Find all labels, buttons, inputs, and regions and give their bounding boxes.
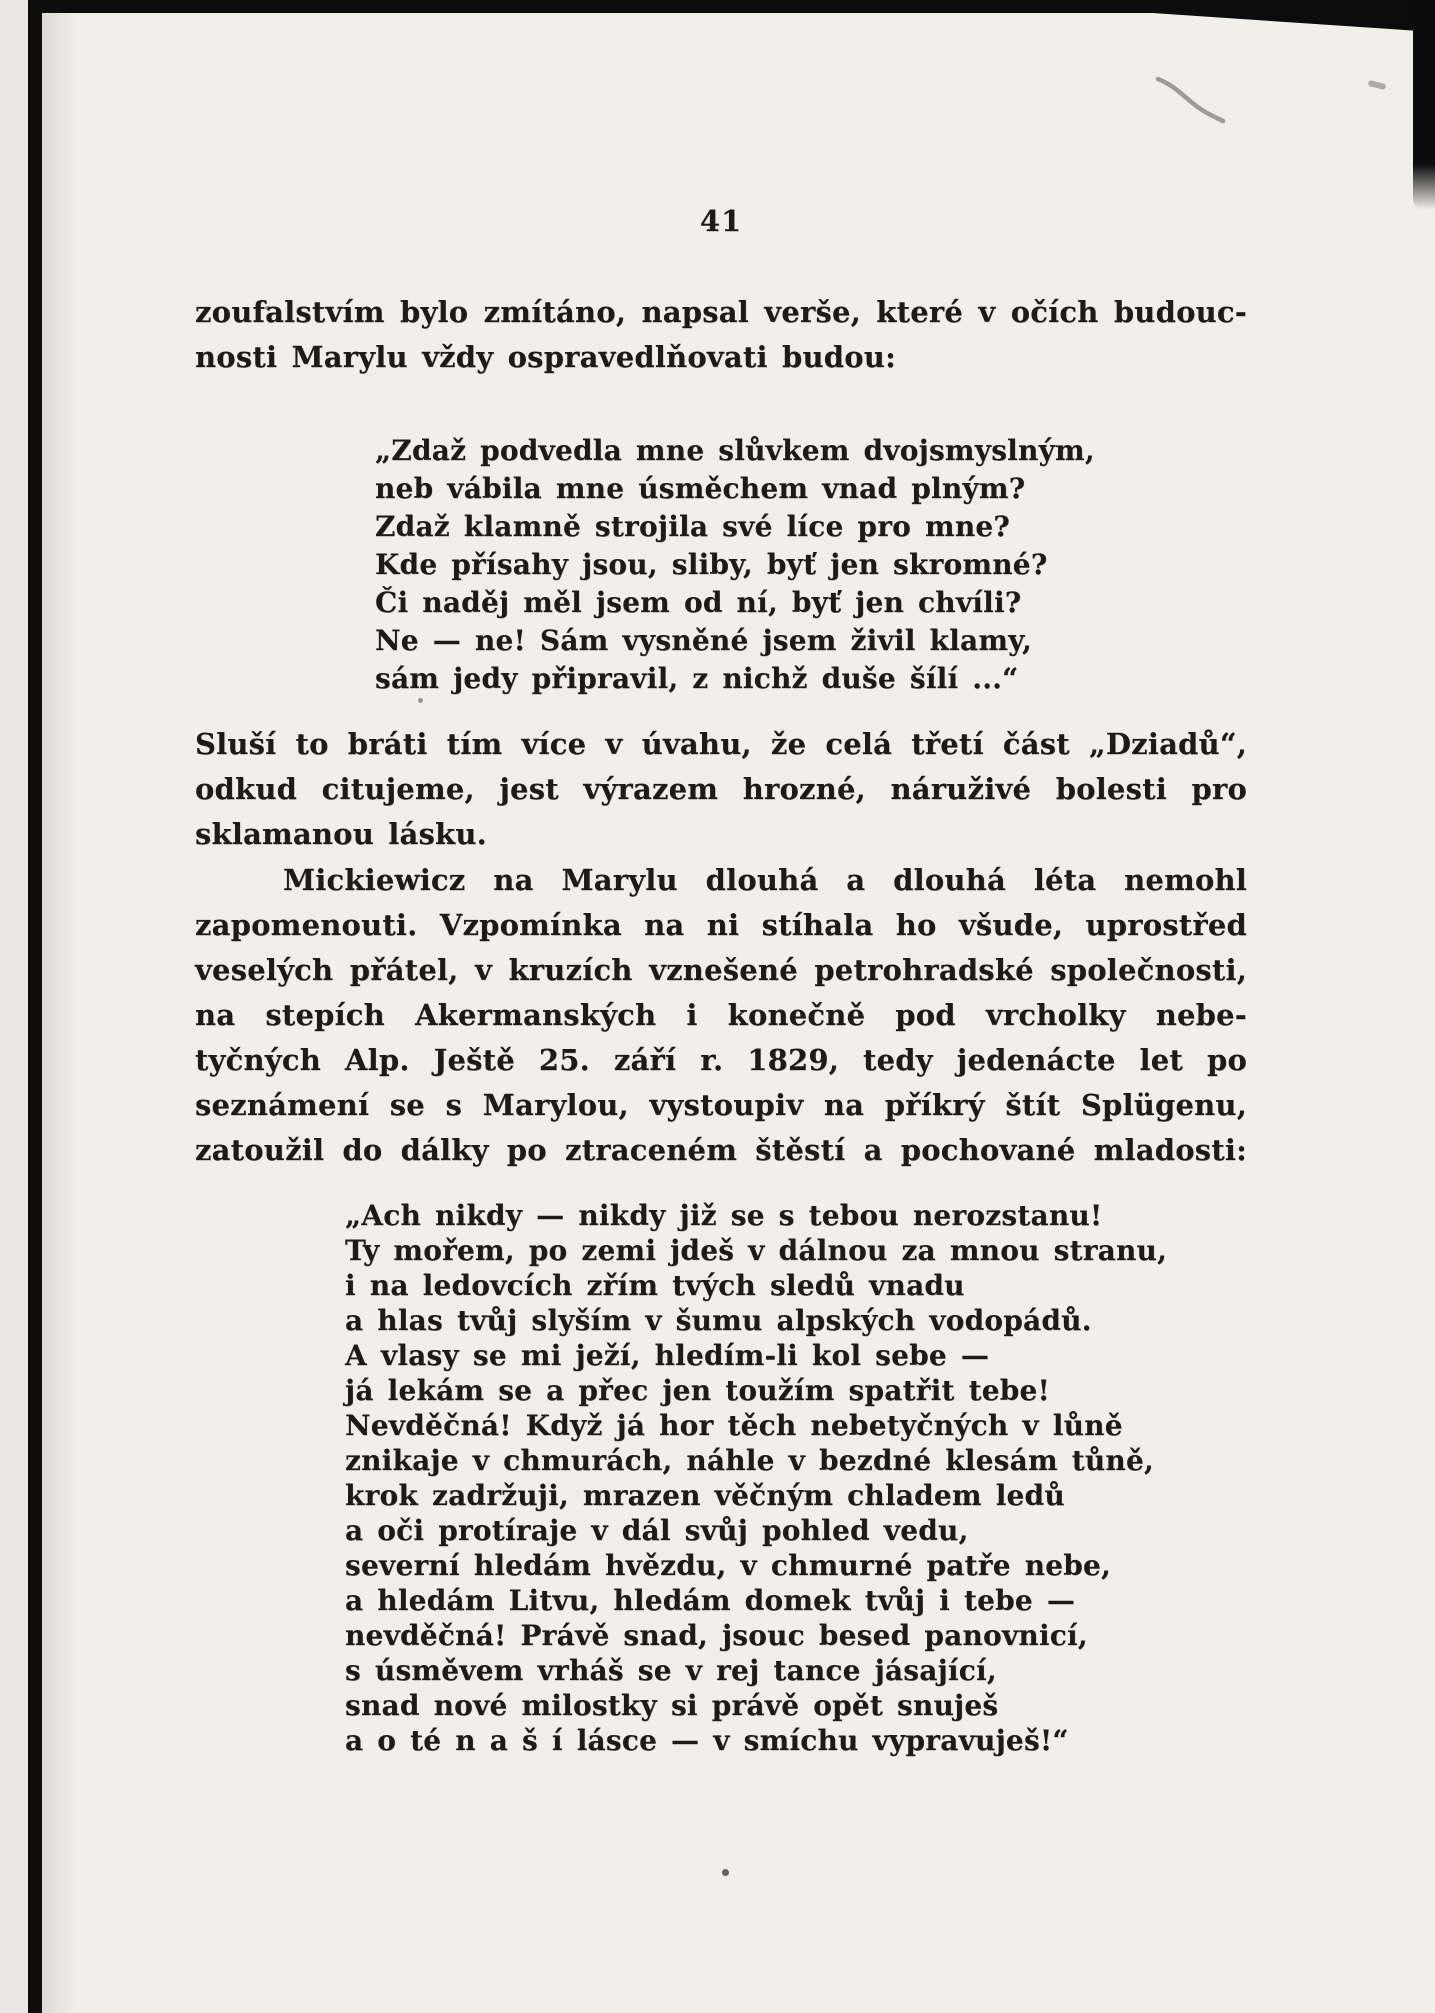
verse-line: Nevděčná! Když já hor těch nebetyčných v lůně — [345, 1409, 1123, 1442]
scan-edge-right — [1413, 0, 1435, 210]
verse-line: „Zdaž podvedla mne slůvkem dvojsmyslným, — [375, 434, 1095, 467]
verse-block-2 — [345, 1198, 1255, 1758]
verse-line: Kde přísahy jsou, sliby, byť jen skromné? — [375, 548, 1048, 581]
verse-line: Ty mořem, po zemi jdeš v dálnou za mnou stranu, — [345, 1234, 1168, 1267]
scan-edge-left-line — [28, 0, 42, 2013]
text-line: tyčných Alp. Ještě 25. září r. 1829, tedy jedenácte let po — [195, 1043, 1247, 1077]
page-number: 41 — [699, 204, 743, 238]
text-line: nosti Marylu vždy ospravedlňovati budou: — [195, 340, 896, 374]
text-line: seznámení se s Marylou, vystoupiv na příkrý štít Splügenu, — [195, 1088, 1247, 1122]
text-line: veselých přátel, v kruzích vznešené petrohradské společnosti, — [195, 953, 1247, 987]
verse-line: Zdaž klamně strojila své líce pro mne? — [375, 510, 1010, 543]
verse-line: znikaje v chmurách, náhle v bezdné klesám tůně, — [345, 1444, 1154, 1477]
scan-gutter-shadow — [42, 0, 78, 2013]
verse-line: A vlasy se mi ježí, hledím-li kol sebe — — [345, 1339, 990, 1372]
scan-margin-left — [0, 0, 28, 2013]
verse-line: neb vábila mne úsměchem vnad plným? — [375, 472, 1026, 505]
scan-edge-top-right-corner — [1120, 0, 1435, 32]
verse-line: já lekám se a přec jen toužím spatřit tebe! — [345, 1374, 1050, 1407]
text-line: Sluší to bráti tím více v úvahu, že celá třetí část „Dziadů“, — [195, 727, 1247, 761]
verse-line: snad nové milostky si právě opět snuješ — [345, 1689, 999, 1722]
verse-line: a oči protíraje v dál svůj pohled vedu, — [345, 1514, 969, 1547]
verse-line: a hlas tvůj slyším v šumu alpských vodopádů. — [345, 1304, 1092, 1337]
verse-line: Ne — ne! Sám vysněné jsem živil klamy, — [375, 624, 1032, 657]
text-line: zatoužil do dálky po ztraceném štěstí a pochované mladosti: — [195, 1133, 1247, 1167]
verse-line: Či naděj měl jsem od ní, byť jen chvíli? — [375, 586, 1022, 619]
text-line: zoufalstvím bylo zmítáno, napsal verše, které v očích budouc- — [195, 295, 1247, 329]
ink-speck — [722, 1869, 729, 1876]
verse-line: severní hledám hvězdu, v chmurné patře nebe, — [345, 1549, 1111, 1582]
text-line: Mickiewicz na Marylu dlouhá a dlouhá léta nemohl — [283, 863, 1247, 897]
verse-line: sám jedy připravil, z nichž duše šílí ...“ — [375, 662, 1019, 695]
text-line: odkud citujeme, jest výrazem hrozné, náruživé bolesti pro — [195, 772, 1247, 806]
smudge-artifact — [1368, 80, 1387, 90]
paragraph-2 — [195, 722, 1247, 857]
text-line: zapomenouti. Vzpomínka na ni stíhala ho všude, uprostřed — [195, 908, 1247, 942]
ink-speck — [418, 698, 423, 703]
verse-line: a hledám Litvu, hledám domek tvůj i tebe — — [345, 1584, 1076, 1617]
paragraph-3 — [195, 858, 1247, 1173]
verse-line: a o té n a š í lásce — v smíchu vypravuješ!“ — [345, 1724, 1069, 1757]
verse-line: „Ach nikdy — nikdy již se s tebou nerozstanu! — [345, 1199, 1103, 1232]
verse-line: nevděčná! Právě snad, jsouc besed panovnicí, — [345, 1619, 1088, 1652]
verse-line: krok zadržuji, mrazen věčným chladem ledů — [345, 1479, 1065, 1512]
verse-block-1 — [375, 432, 1255, 698]
paragraph-1 — [195, 290, 1247, 380]
text-line: na stepích Akermanských i konečně pod vrcholky nebe- — [195, 998, 1247, 1032]
text-line: sklamanou lásku. — [195, 817, 487, 851]
pencil-mark-artifact — [1150, 70, 1242, 134]
verse-line: s úsměvem vrháš se v rej tance jásající, — [345, 1654, 997, 1687]
verse-line: i na ledovcích zřím tvých sledů vnadu — [345, 1269, 965, 1302]
